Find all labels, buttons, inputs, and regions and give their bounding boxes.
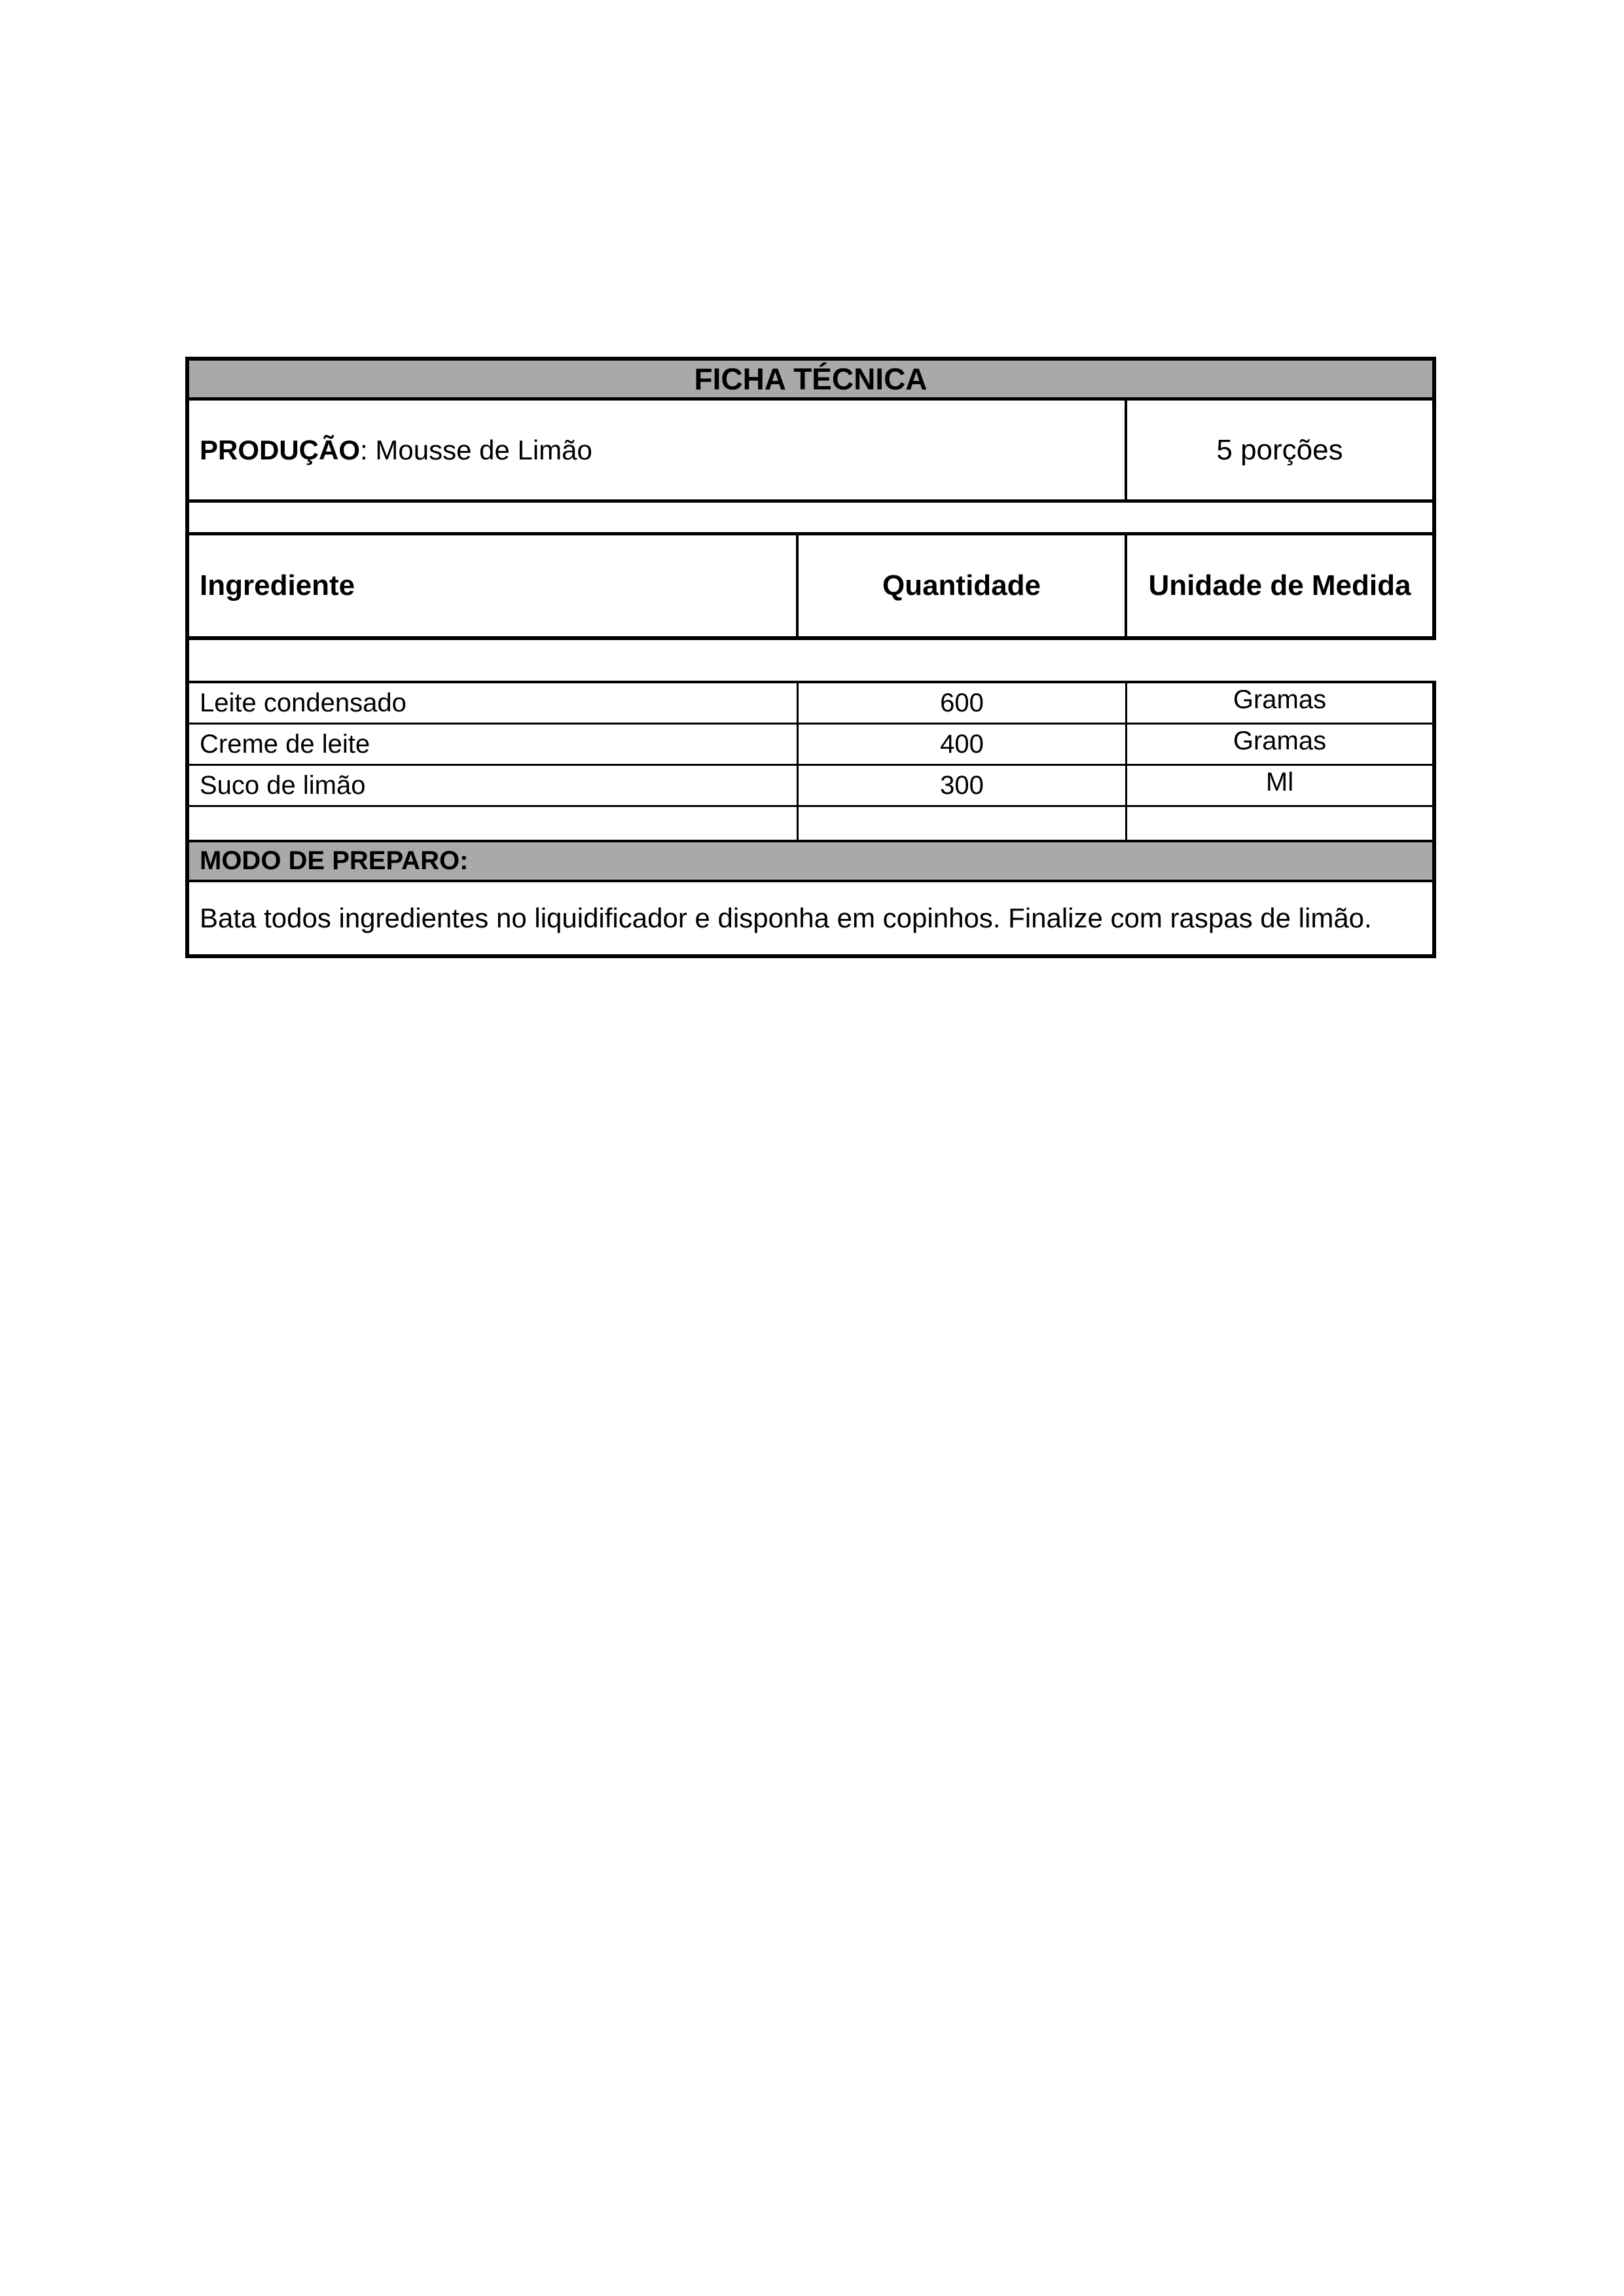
ficha-tecnica-sheet <box>185 357 1436 958</box>
ingredient-name-cell <box>189 725 799 764</box>
portions-cell <box>1127 401 1432 499</box>
quantity-cell <box>799 807 1127 840</box>
quantity-column-label: Quantidade <box>882 569 1041 601</box>
quantity-value: 600 <box>940 689 984 717</box>
preparation-text-row <box>185 882 1436 958</box>
preparation-text: Bata todos ingredientes no liquidificador e disponha em copinhos. Finalize com raspas de limão. <box>200 903 1372 933</box>
quantity-value: 300 <box>940 771 984 800</box>
unit-value: Gramas <box>1233 685 1327 714</box>
unit-cell <box>1127 807 1432 840</box>
ingredient-column-header <box>189 535 799 636</box>
ingredient-row <box>185 681 1436 725</box>
ingredient-name: Suco de limão <box>200 771 366 800</box>
empty-ingredient-row <box>185 807 1436 842</box>
quantity-cell <box>799 683 1127 723</box>
unit-column-header <box>1127 535 1432 636</box>
sheet-title: FICHA TÉCNICA <box>694 362 928 396</box>
unit-cell <box>1127 725 1432 764</box>
ingredient-name: Leite condensado <box>200 689 406 717</box>
preparation-header: MODO DE PREPARO: <box>200 846 469 875</box>
ingredient-name-cell <box>189 766 799 805</box>
production-row <box>185 401 1436 503</box>
ingredient-row <box>185 725 1436 766</box>
production-cell <box>189 401 1127 499</box>
production-value: Mousse de Limão <box>375 434 592 465</box>
ingredient-name-cell <box>189 683 799 723</box>
production-label: PRODUÇÃO <box>200 434 361 465</box>
ingredient-column-label: Ingrediente <box>200 569 355 601</box>
quantity-cell <box>799 725 1127 764</box>
quantity-column-header <box>799 535 1127 636</box>
unit-cell <box>1127 683 1432 723</box>
spacer-row <box>185 503 1436 535</box>
ingredient-name-cell <box>189 807 799 840</box>
quantity-cell <box>799 766 1127 805</box>
production-separator: : <box>360 434 376 465</box>
ingredient-row <box>185 766 1436 807</box>
preparation-header-bar <box>185 842 1436 882</box>
quantity-value: 400 <box>940 730 984 759</box>
unit-value: Gramas <box>1233 726 1327 755</box>
unit-value: Ml <box>1265 768 1294 797</box>
column-header-row <box>185 535 1436 640</box>
ingredient-name: Creme de leite <box>200 730 370 759</box>
sheet-title-bar <box>185 357 1436 401</box>
unit-cell <box>1127 766 1432 805</box>
portions-value: 5 porções <box>1216 433 1343 466</box>
table-gap <box>185 640 1436 681</box>
unit-column-label: Unidade de Medida <box>1148 569 1411 601</box>
